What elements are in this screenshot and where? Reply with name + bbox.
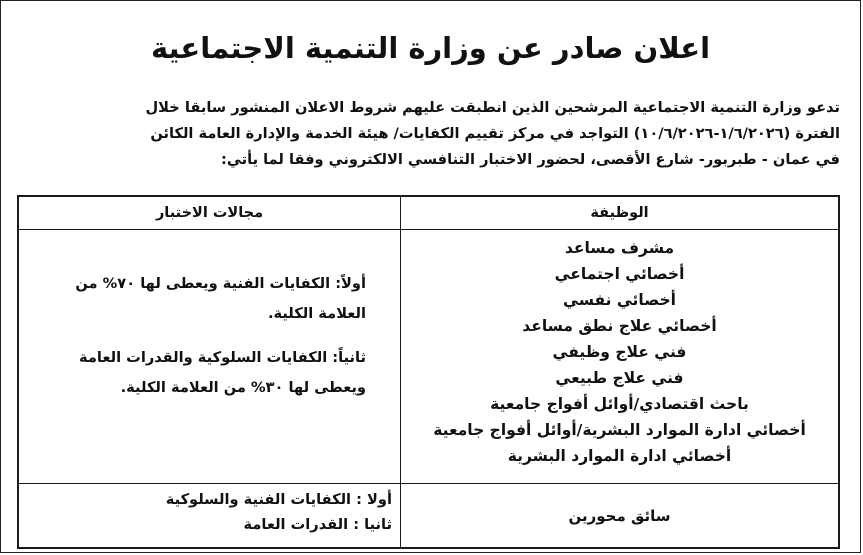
driver-exam-fields: [19, 487, 400, 537]
job-item: باحث اقتصادي/أوائل أفواج جامعية: [490, 395, 749, 413]
intro-line: تدعو وزارة التنمية الاجتماعية المرشحين الذين انطبقت عليهم شروط الاعلان المنشور سابقا خلال: [145, 99, 840, 116]
exam-table: [17, 195, 840, 549]
job-item: أخصائي علاج نطق مساعد: [522, 317, 717, 335]
intro-paragraph: [21, 95, 840, 173]
header-job: الوظيفة: [590, 205, 649, 221]
job-driver: سائق محورين: [568, 506, 671, 525]
job-item: أخصائي نفسي: [563, 291, 676, 309]
job-item: أخصائي ادارة الموارد البشرية: [507, 447, 732, 465]
header-divider: [19, 229, 838, 230]
field-text: ثانياً: الكفايات السلوكية والقدرات العامة: [79, 349, 366, 366]
job-item: فني علاج وظيفي: [552, 343, 687, 361]
intro-line: في عمان - طبربور- شارع الأقصى، لحضور الاختبار التنافسي الالكتروني وفقا لما يأتي:: [221, 151, 840, 168]
exam-fields: [19, 269, 400, 403]
field-text: ثانيا : القدرات العامة: [243, 516, 392, 533]
field-text: أولاً: الكفايات الفنية ويعطى لها ٧٠% من: [75, 275, 366, 292]
job-item: أخصائي ادارة الموارد البشرية/أوائل أفواج جامعية: [433, 421, 806, 439]
header-fields: مجالات الاختبار: [155, 205, 264, 221]
intro-line: الفترة (١/٦/٢٠٢٦-١٠/٦/٢٠٢٦) التواجد في مركز تقييم الكفايات/ هيئة الخدمة والإدارة العامة الكائن: [150, 125, 840, 142]
field-text: ويعطى لها ٣٠% من العلامة الكلية.: [120, 379, 366, 396]
job-item: مشرف مساعد: [564, 239, 675, 257]
job-item: فني علاج طبيعي: [555, 369, 684, 387]
job-item: أخصائي اجتماعي: [554, 265, 685, 283]
field-text: العلامة الكلية.: [267, 305, 366, 322]
announcement-title: اعلان صادر عن وزارة التنمية الاجتماعية: [150, 31, 711, 65]
jobs-list: [401, 235, 838, 479]
field-text: أولا : الكفايات الفنية والسلوكية: [165, 491, 392, 508]
